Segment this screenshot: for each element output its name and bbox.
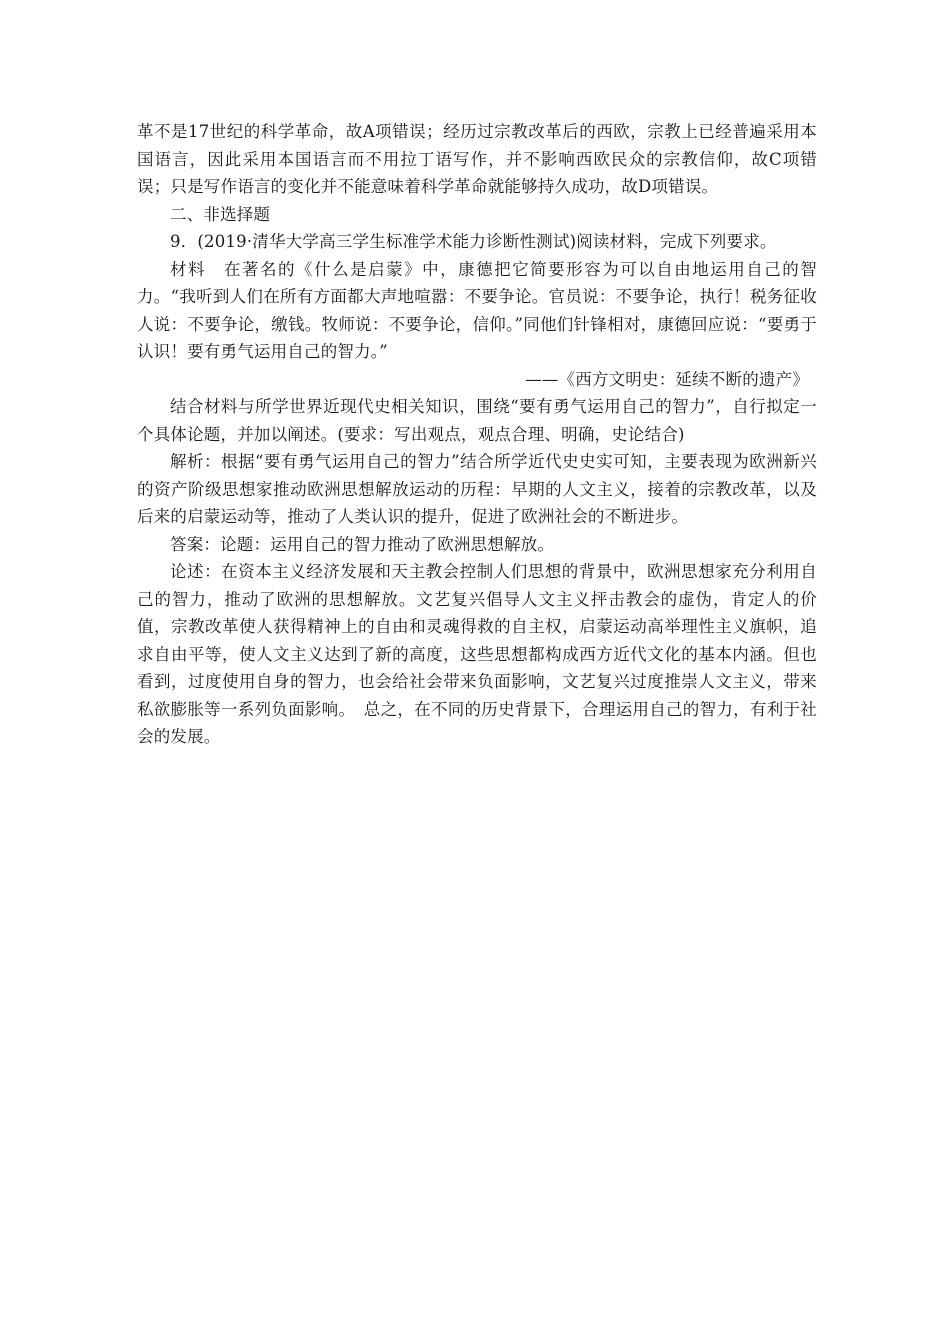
discussion-paragraph: 论述：在资本主义经济发展和天主教会控制人们思想的背景中，欧洲思想家充分利用自己的智力，推动了欧洲的思想解放。文艺复兴倡导人文主义抨击教会的虚伪，肯定人的价值，宗教改革使人获得精神上的自由和灵魂得救的自主权，启蒙运动高举理性主义旗帜，追求自由平等，使人文主义达到了新的高度，这些思想都构成西方近代文化的基本内涵。但也看到，过度使用自身的智力，也会给社会带来负面影响，文艺复兴过度推崇人文主义，带来私欲膨胀等一系列负面影响。 总之，在不同的历史背景下，合理运用自己的智力，有利于社会的发展。 xyxy=(137,562,817,746)
document-body xyxy=(137,118,817,751)
material-source: ——《西方文明史：延续不断的遗产》 xyxy=(525,369,809,389)
question-stem: 9．(2019·清华大学高三学生标准学术能力诊断性测试)阅读材料，完成下列要求。 xyxy=(170,232,777,251)
analysis-paragraph: 解析：根据“要有勇气运用自己的智力”结合所学近代史史实可知，主要表现为欧洲新兴的资产阶级思想家推动欧洲思想解放运动的历程：早期的人文主义，接着的宗教改革，以及后来的启蒙运动等，推动了人类认识的提升，促进了欧洲社会的不断进步。 xyxy=(137,452,817,526)
material-quote: 材料 在著名的《什么是启蒙》中，康德把它简要形容为可以自由地运用自己的智力。“我听到人们在所有方面都大声地喧嚣：不要争论。官员说：不要争论，执行！税务征收人说：不要争论，缴钱。牧师说：不要争论，信仰。”同他们针锋相对，康德回应说：“要勇于认识！要有勇气运用自己的智力。” xyxy=(137,259,817,361)
answer-paragraph: 答案：论题：运用自己的智力推动了欧洲思想解放。 xyxy=(170,534,555,554)
question-task: 结合材料与所学世界近现代史相关知识，围绕“要有勇气运用自己的智力”，自行拟定一个具体论题，并加以阐述。(要求：写出观点，观点合理、明确，史论结合) xyxy=(137,397,817,444)
previous-answer-continuation: 革不是17世纪的科学革命，故A项错误；经历过宗教改革后的西欧，宗教上已经普遍采用本国语言，因此采用本国语言而不用拉丁语写作，并不影响西欧民众的宗教信仰，故C项错误；只是写作语言的变化并不能意味着科学革命就能够持久成功，故D项错误。 xyxy=(137,122,817,196)
section-heading: 二、非选择题 xyxy=(170,204,271,224)
